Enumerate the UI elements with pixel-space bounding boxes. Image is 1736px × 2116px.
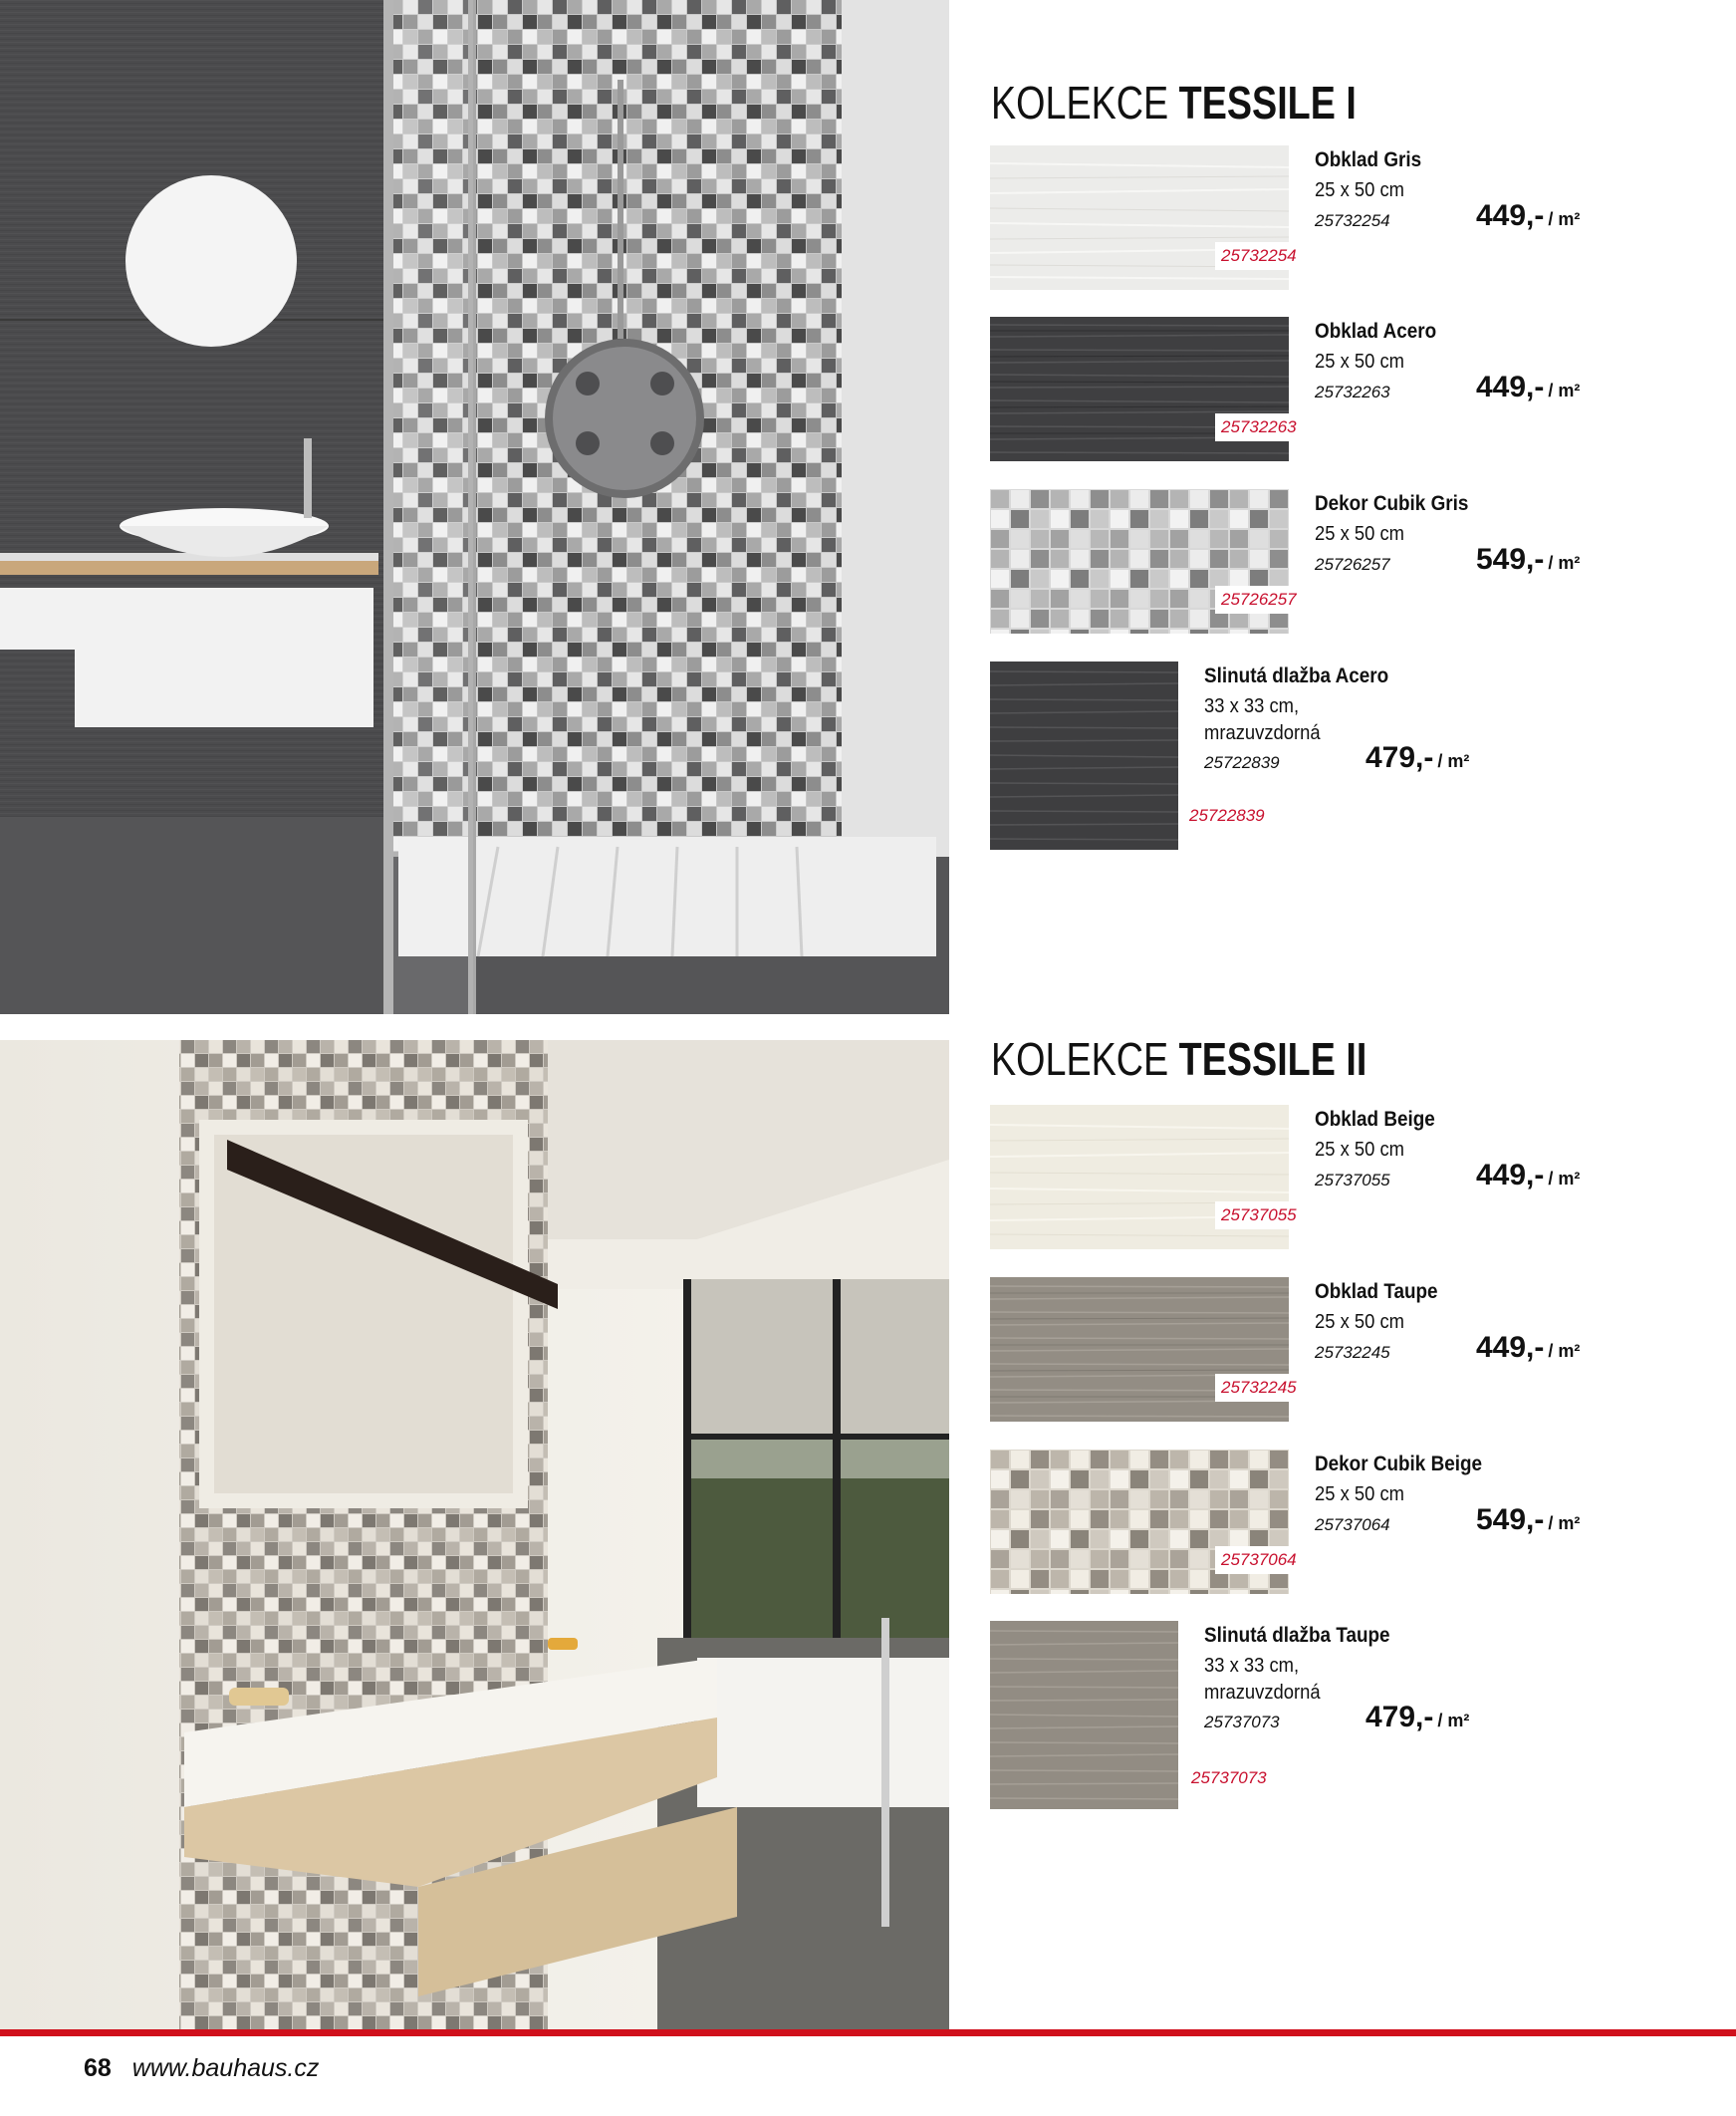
- collection-prefix: KOLEKCE: [991, 77, 1169, 129]
- price-value: 549,-: [1476, 543, 1545, 576]
- price-unit: / m²: [1548, 1513, 1581, 1533]
- collection-title-1: [991, 76, 1357, 130]
- product-code-badge: 25737073: [1191, 1768, 1267, 1787]
- price-unit: / m²: [1548, 553, 1581, 573]
- product-card[interactable]: [990, 661, 1707, 851]
- product-size: 33 x 33 cm,: [1204, 695, 1300, 717]
- product-card[interactable]: [990, 317, 1707, 461]
- product-size-note: mrazuvzdorná: [1204, 1682, 1321, 1704]
- product-price: [1476, 1159, 1580, 1192]
- collection-name: TESSILE II: [1178, 1033, 1367, 1085]
- product-code: 25722839: [1204, 753, 1280, 772]
- bathroom-photo-tessile-2: [0, 1040, 949, 2029]
- product-card[interactable]: [990, 145, 1707, 290]
- price-unit: / m²: [1548, 1341, 1581, 1361]
- price-unit: / m²: [1548, 381, 1581, 400]
- product-name: Obklad Taupe: [1315, 1280, 1438, 1303]
- price-value: 449,-: [1476, 1159, 1545, 1191]
- product-name: Dekor Cubik Gris: [1315, 492, 1469, 515]
- product-code: 25732254: [1315, 211, 1390, 230]
- product-code-badge: 25732263: [1215, 413, 1303, 441]
- price-unit: / m²: [1548, 1169, 1581, 1189]
- price-value: 479,-: [1365, 1701, 1434, 1733]
- price-unit: / m²: [1437, 1711, 1470, 1730]
- product-code-badge: 25722839: [1189, 806, 1265, 825]
- price-unit: / m²: [1437, 751, 1470, 771]
- product-card[interactable]: [990, 1277, 1707, 1422]
- product-name: Slinutá dlažba Acero: [1204, 664, 1389, 687]
- price-value: 449,-: [1476, 199, 1545, 232]
- product-name: Dekor Cubik Beige: [1315, 1453, 1483, 1475]
- price-value: 479,-: [1365, 741, 1434, 774]
- product-card[interactable]: [990, 489, 1707, 634]
- collection-title-2: [991, 1032, 1366, 1086]
- product-code-badge: 25726257: [1215, 586, 1303, 614]
- product-code: 25737055: [1315, 1171, 1390, 1190]
- product-code-badge: 25732254: [1215, 242, 1303, 270]
- price-value: 449,-: [1476, 371, 1545, 403]
- product-price: [1476, 1503, 1580, 1537]
- product-code-badge: 25737055: [1215, 1201, 1303, 1229]
- product-size-note: mrazuvzdorná: [1204, 722, 1321, 744]
- product-code: 25737073: [1204, 1713, 1280, 1731]
- price-value: 449,-: [1476, 1331, 1545, 1364]
- product-size: 25 x 50 cm: [1315, 1483, 1405, 1505]
- bathroom-photo-tessile-1: [0, 0, 949, 1014]
- footer-accent-line: [0, 2029, 1736, 2036]
- collection-prefix: KOLEKCE: [991, 1033, 1169, 1085]
- website-link[interactable]: www.bauhaus.cz: [131, 2054, 320, 2082]
- price-value: 549,-: [1476, 1503, 1545, 1536]
- product-code-badge: 25732245: [1215, 1374, 1303, 1402]
- tile-swatch-taupe-stripe: [990, 1621, 1178, 1809]
- product-code: 25726257: [1315, 555, 1390, 574]
- product-price: [1476, 371, 1580, 404]
- tile-swatch-dark-stripe: [990, 661, 1178, 850]
- product-card[interactable]: [990, 1105, 1707, 1249]
- product-code-badge: 25737064: [1215, 1546, 1303, 1574]
- product-size: 25 x 50 cm: [1315, 523, 1405, 545]
- product-price: [1365, 741, 1469, 775]
- product-name: Obklad Acero: [1315, 320, 1437, 343]
- product-code: 25732245: [1315, 1343, 1390, 1362]
- collection-name: TESSILE I: [1178, 77, 1357, 129]
- page-number: 68: [84, 2054, 112, 2082]
- product-name: Slinutá dlažba Taupe: [1204, 1624, 1390, 1647]
- product-name: Obklad Gris: [1315, 148, 1422, 171]
- product-size: 25 x 50 cm: [1315, 179, 1405, 201]
- product-name: Obklad Beige: [1315, 1108, 1435, 1131]
- product-size: 25 x 50 cm: [1315, 1139, 1405, 1161]
- page-footer: [84, 2054, 319, 2083]
- product-size: 25 x 50 cm: [1315, 351, 1405, 373]
- product-price: [1476, 543, 1580, 577]
- price-unit: / m²: [1548, 209, 1581, 229]
- product-price: [1476, 199, 1580, 233]
- product-size: 25 x 50 cm: [1315, 1311, 1405, 1333]
- product-size: 33 x 33 cm,: [1204, 1655, 1300, 1677]
- product-price: [1365, 1701, 1469, 1734]
- product-card[interactable]: [990, 1450, 1707, 1594]
- product-code: 25737064: [1315, 1515, 1390, 1534]
- product-price: [1476, 1331, 1580, 1365]
- product-card[interactable]: [990, 1621, 1707, 1810]
- product-code: 25732263: [1315, 383, 1390, 401]
